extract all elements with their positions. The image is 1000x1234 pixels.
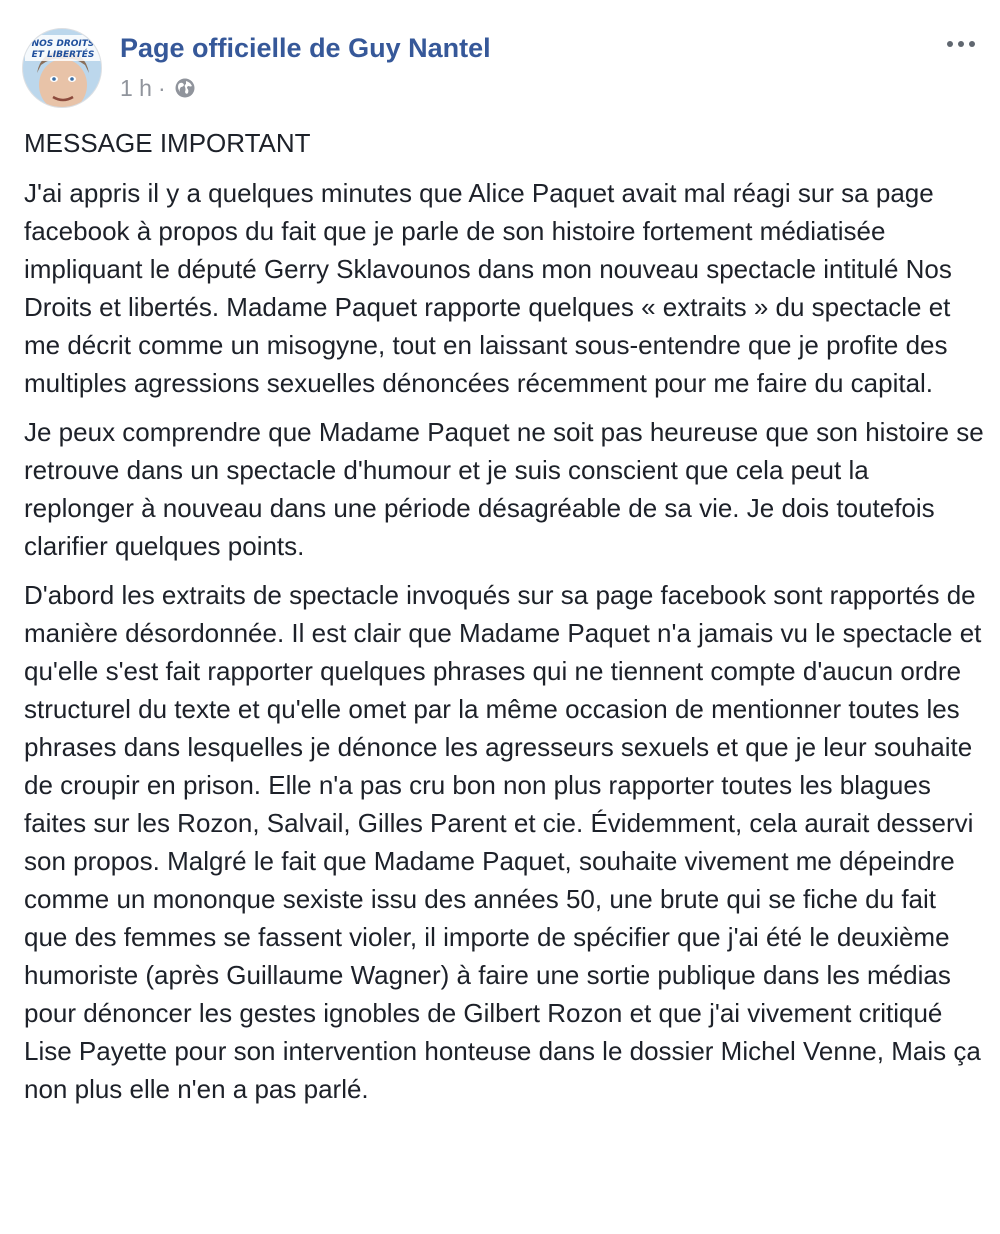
post-text xyxy=(24,124,984,1119)
avatar[interactable] xyxy=(22,28,102,108)
post-paragraph-2: J'ai appris il y a quelques minutes que Alice Paquet avait mal réagi sur sa page facebook à propos du fait que je parle de son histoire fortement médiatisée impliquant le député Gerry Sklavounos dans mon nouveau spectacle intitulé Nos Droits et libertés. Madame Paquet rapporte quelques « extraits » du spectacle et me décrit comme un misogyne, tout en laissant sous-entendre que je profite des multiples agressions sexuelles dénoncées récemment pour me faire du capital. xyxy=(24,178,952,398)
avatar-image xyxy=(23,29,102,108)
post-paragraph-1: MESSAGE IMPORTANT xyxy=(24,128,311,158)
svg-text:ET LIBERTÉS: ET LIBERTÉS xyxy=(31,50,95,60)
more-options-icon xyxy=(946,40,976,48)
more-options-button[interactable] xyxy=(944,32,978,56)
post-timestamp[interactable]: 1 h xyxy=(120,74,152,101)
meta-separator: · xyxy=(157,74,166,101)
page-name-link[interactable]: Page officielle de Guy Nantel xyxy=(120,33,491,63)
svg-text:NOS DROITS: NOS DROITS xyxy=(31,39,95,49)
post-paragraph-3: Je peux comprendre que Madame Paquet ne soit pas heureuse que son histoire se retrouve dans un spectacle d'humour et je suis conscient que cela peut la replonger à nouveau dans une période désagréable de sa vie. Je dois toutefois clarifier quelques points. xyxy=(24,417,984,561)
globe-icon[interactable] xyxy=(174,77,196,99)
post-meta xyxy=(120,74,196,102)
post-header xyxy=(0,0,1000,112)
post-paragraph-4: D'abord les extraits de spectacle invoqués sur sa page facebook sont rapportés de manière désordonnée. Il est clair que Madame Paquet n'a jamais vu le spectacle et qu'elle s'est fait rapporter quelques phrases qui ne tiennent compte d'aucun ordre structurel du texte et qu'elle omet par la même occasion de mentionner toutes les phrases dans lesquelles je dénonce les agresseurs sexuels et que je leur souhaite de croupir en prison. Elle n'a pas cru bon non plus rapporter toutes les blagues faites sur les Rozon, Salvail, Gilles Parent et cie. Évidemment, cela aurait desservi son propos. Malgré le fait que Madame Paquet, souhaite vivement me dépeindre comme un mononque sexiste issu des années 50, une brute qui se fiche du fait que des femmes se fassent violer, il importe de spécifier que j'ai été le deuxième humoriste (après Guillaume Wagner) à faire une sortie publique dans les médias pour dénoncer les gestes ignobles de Gilbert Rozon et que j'ai vivement critiqué Lise Payette pour son intervention honteuse dans le dossier Michel Venne, Mais ça non plus elle n'en a pas parlé. xyxy=(24,580,982,1104)
